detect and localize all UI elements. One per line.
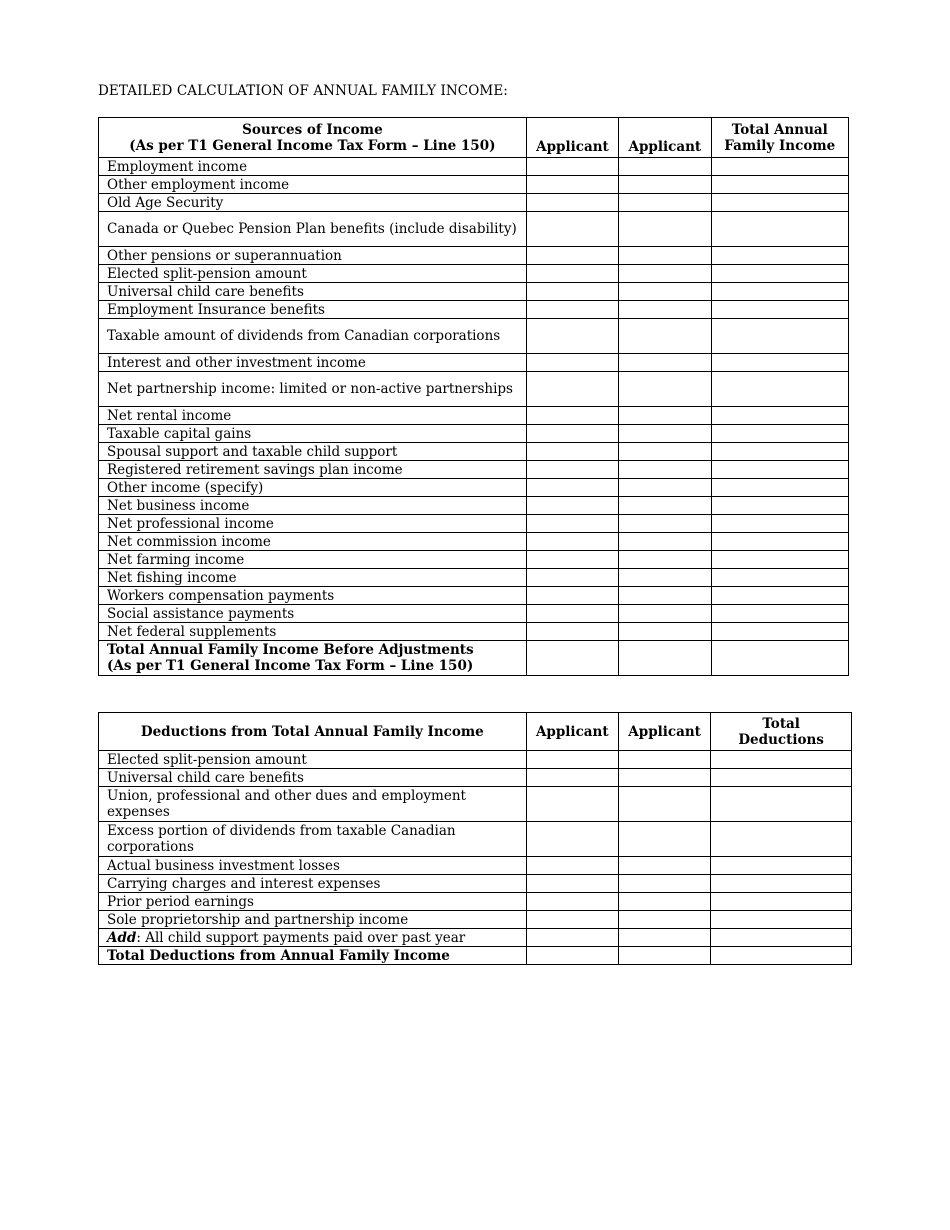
applicant-cell[interactable] — [619, 479, 711, 497]
table-row — [99, 158, 849, 176]
applicant-cell[interactable] — [618, 947, 710, 965]
total-cell[interactable] — [711, 425, 848, 443]
table-row — [99, 875, 852, 893]
total-cell[interactable] — [711, 515, 848, 533]
applicant-cell[interactable] — [619, 212, 711, 247]
total-cell[interactable] — [711, 283, 848, 301]
row-label: Taxable amount of dividends from Canadian corporations — [99, 319, 527, 354]
total-cell[interactable] — [711, 479, 848, 497]
applicant-cell[interactable] — [619, 194, 711, 212]
applicant-cell[interactable] — [619, 407, 711, 425]
add-child-support-label: Add: All child support payments paid over past year — [99, 929, 527, 947]
row-label: Employment Insurance benefits — [99, 301, 527, 319]
applicant-cell[interactable] — [526, 212, 618, 247]
add-child-support-row — [99, 929, 852, 947]
deductions-header-row — [99, 713, 852, 751]
applicant-cell[interactable] — [526, 372, 618, 407]
applicant-cell[interactable] — [526, 479, 618, 497]
row-label: Elected split-pension amount — [99, 751, 527, 769]
total-cell[interactable] — [711, 247, 848, 265]
row-label: Canada or Quebec Pension Plan benefits (include disability) — [99, 212, 527, 247]
total-cell[interactable] — [711, 301, 848, 319]
total-cell[interactable] — [711, 265, 848, 283]
row-label: Universal child care benefits — [99, 769, 527, 787]
total-deductions-header: Total Deductions — [711, 713, 852, 751]
table-row — [99, 354, 849, 372]
table-row — [99, 751, 852, 769]
applicant-cell[interactable] — [526, 605, 618, 623]
applicant-cell[interactable] — [619, 623, 711, 641]
applicant-cell[interactable] — [619, 354, 711, 372]
total-cell[interactable] — [711, 641, 848, 676]
deductions-table — [98, 712, 852, 965]
applicant-cell[interactable] — [619, 461, 711, 479]
total-cell[interactable] — [711, 372, 848, 407]
table-row — [99, 479, 849, 497]
row-label: Spousal support and taxable child support — [99, 443, 527, 461]
applicant-cell[interactable] — [526, 569, 618, 587]
applicant-cell[interactable] — [619, 443, 711, 461]
table-row — [99, 533, 849, 551]
applicant-cell[interactable] — [526, 283, 618, 301]
applicant-cell[interactable] — [526, 176, 618, 194]
row-label: Union, professional and other dues and employment expenses — [99, 787, 527, 822]
applicant-cell[interactable] — [619, 301, 711, 319]
total-cell[interactable] — [711, 857, 852, 875]
applicant-cell[interactable] — [618, 787, 710, 822]
table-row — [99, 372, 849, 407]
row-label: Workers compensation payments — [99, 587, 527, 605]
applicant-cell[interactable] — [526, 158, 618, 176]
applicant-header: Applicant — [526, 713, 618, 751]
applicant-cell[interactable] — [526, 194, 618, 212]
row-label: Net rental income — [99, 407, 527, 425]
applicant-cell[interactable] — [619, 319, 711, 354]
applicant-header: Applicant — [619, 118, 711, 158]
total-cell[interactable] — [711, 569, 848, 587]
total-cell[interactable] — [711, 605, 848, 623]
row-label: Net partnership income: limited or non-active partnerships — [99, 372, 527, 407]
table-row — [99, 283, 849, 301]
table-row — [99, 769, 852, 787]
table-row — [99, 587, 849, 605]
total-cell[interactable] — [711, 929, 852, 947]
table-row — [99, 569, 849, 587]
table-row — [99, 425, 849, 443]
deductions-total-row — [99, 947, 852, 965]
applicant-cell[interactable] — [526, 425, 618, 443]
income-header-row — [99, 118, 849, 158]
table-row — [99, 212, 849, 247]
applicant-cell[interactable] — [619, 641, 711, 676]
total-cell[interactable] — [711, 212, 848, 247]
income-total-row — [99, 641, 849, 676]
applicant-cell[interactable] — [619, 158, 711, 176]
deductions-source-header: Deductions from Total Annual Family Income — [99, 713, 527, 751]
row-label: Sole proprietorship and partnership income — [99, 911, 527, 929]
table-row — [99, 623, 849, 641]
applicant-header: Applicant — [526, 118, 618, 158]
applicant-cell[interactable] — [619, 176, 711, 194]
total-cell[interactable] — [711, 497, 848, 515]
row-label: Old Age Security — [99, 194, 527, 212]
row-label: Net business income — [99, 497, 527, 515]
applicant-cell[interactable] — [618, 822, 710, 857]
applicant-cell[interactable] — [619, 497, 711, 515]
row-label: Net fishing income — [99, 569, 527, 587]
table-row — [99, 857, 852, 875]
applicant-cell[interactable] — [619, 247, 711, 265]
table-row — [99, 265, 849, 283]
row-label: Net professional income — [99, 515, 527, 533]
row-label: Excess portion of dividends from taxable Canadian corporations — [99, 822, 527, 857]
applicant-cell[interactable] — [526, 551, 618, 569]
table-row — [99, 822, 852, 857]
table-row — [99, 461, 849, 479]
applicant-cell[interactable] — [618, 893, 710, 911]
total-income-header: Total Annual Family Income — [711, 118, 848, 158]
applicant-cell[interactable] — [619, 551, 711, 569]
table-row — [99, 551, 849, 569]
applicant-cell[interactable] — [526, 515, 618, 533]
applicant-cell[interactable] — [619, 372, 711, 407]
total-cell[interactable] — [711, 176, 848, 194]
row-label: Registered retirement savings plan income — [99, 461, 527, 479]
total-cell[interactable] — [711, 587, 848, 605]
total-cell[interactable] — [711, 623, 848, 641]
applicant-cell[interactable] — [526, 265, 618, 283]
total-cell[interactable] — [711, 769, 852, 787]
applicant-cell[interactable] — [619, 265, 711, 283]
row-label: Other pensions or superannuation — [99, 247, 527, 265]
applicant-cell[interactable] — [526, 533, 618, 551]
income-source-header: Sources of Income (As per T1 General Income Tax Form – Line 150) — [99, 118, 527, 158]
total-cell[interactable] — [711, 751, 852, 769]
applicant-cell[interactable] — [526, 911, 618, 929]
table-row — [99, 247, 849, 265]
applicant-cell[interactable] — [619, 515, 711, 533]
row-label: Employment income — [99, 158, 527, 176]
row-label: Universal child care benefits — [99, 283, 527, 301]
table-row — [99, 443, 849, 461]
row-label: Elected split-pension amount — [99, 265, 527, 283]
applicant-cell[interactable] — [618, 875, 710, 893]
row-label: Other employment income — [99, 176, 527, 194]
applicant-cell[interactable] — [526, 769, 618, 787]
applicant-cell[interactable] — [526, 857, 618, 875]
applicant-cell[interactable] — [526, 319, 618, 354]
total-cell[interactable] — [711, 822, 852, 857]
income-total-label: Total Annual Family Income Before Adjustments (As per T1 General Income Tax Form – Line 150) — [99, 641, 527, 676]
applicant-cell[interactable] — [619, 533, 711, 551]
applicant-cell[interactable] — [526, 623, 618, 641]
row-label: Net commission income — [99, 533, 527, 551]
total-cell[interactable] — [711, 319, 848, 354]
row-label: Actual business investment losses — [99, 857, 527, 875]
applicant-cell[interactable] — [526, 875, 618, 893]
table-row — [99, 194, 849, 212]
total-cell[interactable] — [711, 354, 848, 372]
applicant-cell[interactable] — [526, 947, 618, 965]
applicant-cell[interactable] — [618, 929, 710, 947]
applicant-cell[interactable] — [526, 641, 618, 676]
row-label: Prior period earnings — [99, 893, 527, 911]
total-cell[interactable] — [711, 911, 852, 929]
table-row — [99, 911, 852, 929]
total-cell[interactable] — [711, 158, 848, 176]
applicant-cell[interactable] — [526, 443, 618, 461]
row-label: Other income (specify) — [99, 479, 527, 497]
applicant-cell[interactable] — [526, 407, 618, 425]
applicant-cell[interactable] — [618, 751, 710, 769]
applicant-cell[interactable] — [526, 822, 618, 857]
row-label: Carrying charges and interest expenses — [99, 875, 527, 893]
table-row — [99, 515, 849, 533]
total-cell[interactable] — [711, 533, 848, 551]
income-table — [98, 117, 849, 676]
applicant-cell[interactable] — [618, 769, 710, 787]
total-cell[interactable] — [711, 787, 852, 822]
total-cell[interactable] — [711, 875, 852, 893]
table-row — [99, 319, 849, 354]
total-cell[interactable] — [711, 893, 852, 911]
total-cell[interactable] — [711, 194, 848, 212]
deductions-total-label: Total Deductions from Annual Family Income — [99, 947, 527, 965]
page-heading: DETAILED CALCULATION OF ANNUAL FAMILY INCOME: — [98, 83, 508, 99]
applicant-cell[interactable] — [619, 587, 711, 605]
applicant-cell[interactable] — [526, 301, 618, 319]
row-label: Net federal supplements — [99, 623, 527, 641]
table-row — [99, 787, 852, 822]
applicant-cell[interactable] — [619, 283, 711, 301]
total-cell[interactable] — [711, 947, 852, 965]
applicant-cell[interactable] — [526, 893, 618, 911]
total-cell[interactable] — [711, 443, 848, 461]
total-cell[interactable] — [711, 551, 848, 569]
table-row — [99, 605, 849, 623]
row-label: Social assistance payments — [99, 605, 527, 623]
applicant-cell[interactable] — [526, 929, 618, 947]
applicant-cell[interactable] — [526, 461, 618, 479]
applicant-cell[interactable] — [526, 587, 618, 605]
table-row — [99, 176, 849, 194]
applicant-header: Applicant — [618, 713, 710, 751]
table-row — [99, 301, 849, 319]
row-label: Taxable capital gains — [99, 425, 527, 443]
table-row — [99, 497, 849, 515]
applicant-cell[interactable] — [526, 787, 618, 822]
total-cell[interactable] — [711, 407, 848, 425]
applicant-cell[interactable] — [619, 569, 711, 587]
applicant-cell[interactable] — [619, 425, 711, 443]
row-label: Interest and other investment income — [99, 354, 527, 372]
applicant-cell[interactable] — [526, 751, 618, 769]
applicant-cell[interactable] — [618, 857, 710, 875]
total-cell[interactable] — [711, 461, 848, 479]
applicant-cell[interactable] — [618, 911, 710, 929]
applicant-cell[interactable] — [526, 247, 618, 265]
row-label: Net farming income — [99, 551, 527, 569]
table-row — [99, 893, 852, 911]
table-row — [99, 407, 849, 425]
applicant-cell[interactable] — [526, 354, 618, 372]
applicant-cell[interactable] — [526, 497, 618, 515]
applicant-cell[interactable] — [619, 605, 711, 623]
